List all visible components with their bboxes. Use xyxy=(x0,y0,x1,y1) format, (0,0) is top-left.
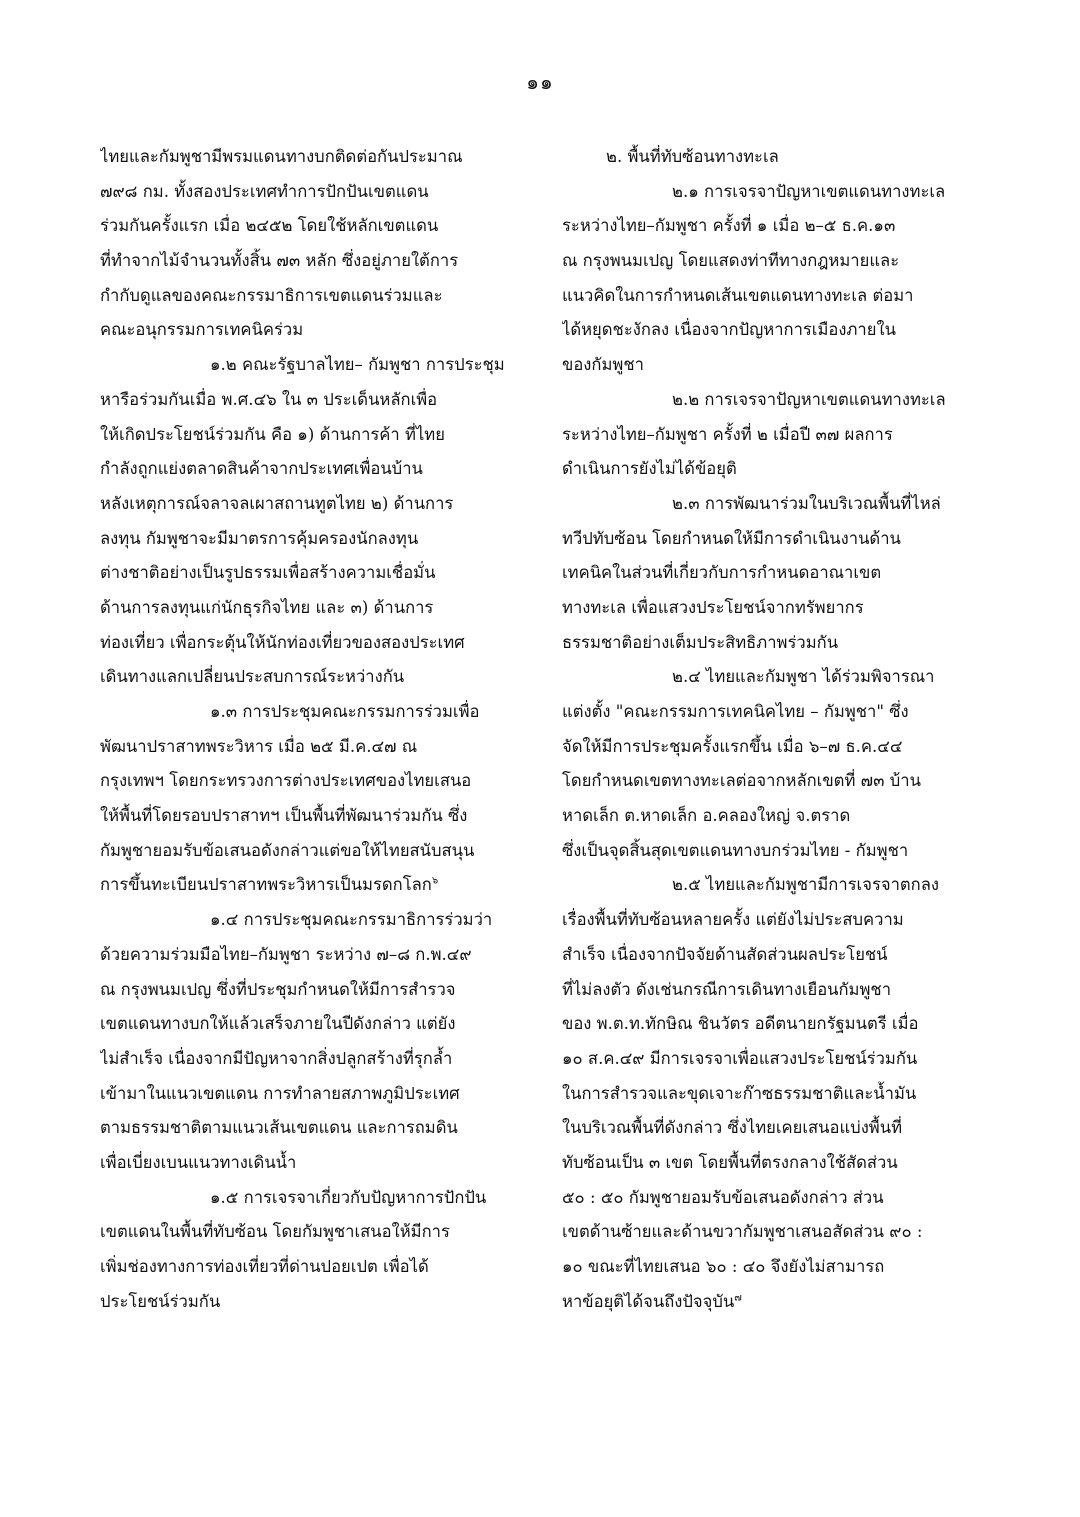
right-line-text: ทวีปทับซ้อน โดยกำหนดให้มีการดำเนินงานด้าน xyxy=(562,528,901,548)
left-text-line xyxy=(100,418,508,453)
right-text-line xyxy=(562,522,970,557)
left-line-text: พัฒนาปราสาทพระวิหาร เมื่อ ๒๕ มี.ค.๔๗ ณ xyxy=(100,736,418,756)
left-text-line xyxy=(100,556,508,591)
right-line-text: ในการสำรวจและขุดเจาะก๊าซธรรมชาติและน้ำมัน xyxy=(562,1083,917,1103)
left-line-text: ไทยและกัมพูชามีพรมแดนทางบกติดต่อกันประมาณ xyxy=(100,147,463,166)
left-line-text: ด้วยความร่วมมือไทย–กัมพูชา ระหว่าง ๗–๘ ก.พ.๔๙ xyxy=(100,944,472,964)
left-line-text: ที่ทำจากไม้จำนวนทั้งสิ้น ๗๓ หลัก ซึ่งอยู่ภายใต้การ xyxy=(100,251,459,271)
left-line-text: ๑.๓ การประชุมคณะกรรมการร่วมเพื่อ xyxy=(210,702,480,721)
left-text-line xyxy=(100,868,508,903)
right-line-text: โดยกำหนดเขตทางทะเลต่อจากหลักเขตที่ ๗๓ บ้าน xyxy=(562,771,921,791)
right-text-line xyxy=(562,175,970,210)
left-text-line xyxy=(100,938,508,973)
left-text-line xyxy=(100,348,508,383)
right-column xyxy=(562,140,970,1319)
left-line-text: ให้เกิดประโยชน์ร่วมกัน คือ ๑) ด้านการค้า ที่ไทย xyxy=(100,424,445,444)
left-text-line xyxy=(100,209,508,244)
right-line-text: หาดเล็ก ต.หาดเล็ก อ.คลองใหญ่ จ.ตราด xyxy=(562,806,851,826)
left-line-text: เพิ่มช่องทางการท่องเที่ยวที่ด่านปอยเปต เพื่อได้ xyxy=(100,1257,429,1276)
left-line-text: ๗๙๘ กม. ทั้งสองประเทศทำการปักปันเขตแดน xyxy=(100,181,429,201)
left-text-line xyxy=(100,1007,508,1042)
right-line-text: ๒.๔ ไทยและกัมพูชา ได้ร่วมพิจารณา xyxy=(672,667,935,687)
right-line-text: ทางทะเล เพื่อแสวงประโยชน์จากทรัพยากร xyxy=(562,597,864,617)
left-line-text: ๑.๒ คณะรัฐบาลไทย– กัมพูชา การประชุม xyxy=(210,355,505,375)
right-text-line xyxy=(562,764,970,799)
right-line-text: ซึ่งเป็นจุดสิ้นสุดเขตแดนทางบกร่วมไทย - กัมพูชา xyxy=(562,840,909,860)
right-line-text: แนวคิดในการกำหนดเส้นเขตแดนทางทะเล ต่อมา xyxy=(562,285,914,305)
left-line-text: ตามธรรมชาติตามแนวเส้นเขตแดน และการถมดิน xyxy=(100,1118,458,1138)
left-line-text: ลงทุน กัมพูชาจะมีมาตรการคุ้มครองนักลงทุน xyxy=(100,528,419,548)
right-line-text: ณ กรุงพนมเปญ โดยแสดงท่าทีทางกฎหมายและ xyxy=(562,251,900,271)
right-text-line xyxy=(562,626,970,661)
left-text-line xyxy=(100,973,508,1008)
left-text-line xyxy=(100,383,508,418)
right-line-text: ๑๐ ส.ค.๔๙ มีการเจรจาเพื่อแสวงประโยชน์ร่วมกัน xyxy=(562,1048,918,1068)
right-line-text: ของ พ.ต.ท.ทักษิณ ชินวัตร อดีตนายกรัฐมนตรี เมื่อ xyxy=(562,1014,919,1034)
right-line-text: สำเร็จ เนื่องจากปัจจัยด้านสัดส่วนผลประโยชน์ xyxy=(562,944,888,964)
left-line-text: ไม่สำเร็จ เนื่องจากมีปัญหาจากสิ่งปลูกสร้างที่รุกล้ำ xyxy=(100,1048,453,1068)
left-line-text: ให้พื้นที่โดยรอบปราสาทฯ เป็นพื้นที่พัฒนาร่วมกัน ซึ่ง xyxy=(100,806,468,826)
left-line-text: คณะอนุกรรมการเทคนิคร่วม xyxy=(100,320,304,340)
left-line-text: ต่างชาติอย่างเป็นรูปธรรมเพื่อสร้างความเชื่อมั่น xyxy=(100,563,436,583)
left-line-text: ณ กรุงพนมเปญ ซึ่งที่ประชุมกำหนดให้มีการสำรวจ xyxy=(100,979,456,999)
left-line-text: เดินทางแลกเปลี่ยนประสบการณ์ระหว่างกัน xyxy=(100,667,405,687)
right-line-text: ทับซ้อนเป็น ๓ เขต โดยพื้นที่ตรงกลางใช้สัดส่วน xyxy=(562,1152,898,1172)
right-line-text: จัดให้มีการประชุมครั้งแรกขึ้น เมื่อ ๖–๗ ธ.ค.๔๔ xyxy=(562,736,903,756)
left-line-text: หลังเหตุการณ์จลาจลเผาสถานทูตไทย ๒) ด้านการ xyxy=(100,493,454,513)
right-line-text: ได้หยุดชะงักลง เนื่องจากปัญหาการเมืองภายใน xyxy=(562,320,896,340)
right-text-line xyxy=(562,1111,970,1146)
left-text-line xyxy=(100,175,508,210)
right-text-line xyxy=(562,452,970,487)
left-line-text: เขตแดนทางบกให้แล้วเสร็จภายในปีดังกล่าว แต่ยัง xyxy=(100,1014,456,1034)
left-text-line xyxy=(100,487,508,522)
left-text-line xyxy=(100,1146,508,1181)
right-text-line xyxy=(562,1146,970,1181)
left-text-line xyxy=(100,730,508,765)
left-line-text: ๑.๕ การเจรจาเกี่ยวกับปัญหาการปักปัน xyxy=(210,1187,487,1207)
right-line-text: ธรรมชาติอย่างเต็มประสิทธิภาพร่วมกัน xyxy=(562,632,839,652)
right-text-line xyxy=(562,730,970,765)
left-text-line xyxy=(100,244,508,279)
left-line-text: หารือร่วมกันเมื่อ พ.ศ.๔๖ ใน ๓ ประเด็นหลักเพื่อ xyxy=(100,389,438,409)
footnote-mark-right: ๗ xyxy=(734,1292,742,1304)
right-text-line xyxy=(562,556,970,591)
left-text-line xyxy=(100,695,508,730)
right-text-line xyxy=(562,140,970,175)
right-line-text: หาข้อยุติได้จนถึงปัจจุบัน xyxy=(562,1291,735,1311)
right-line-text: ๒.๓ การพัฒนาร่วมในบริเวณพื้นที่ไหล่ xyxy=(672,493,941,513)
left-text-line xyxy=(100,1181,508,1216)
footnote-mark-left: ๖ xyxy=(431,875,439,887)
left-text-line xyxy=(100,279,508,314)
right-text-line xyxy=(562,799,970,834)
right-line-text: ๒.๒ การเจรจาปัญหาเขตแดนทางทะเล xyxy=(672,389,946,409)
left-line-text: เข้ามาในแนวเขตแดน การทำลายสภาพภูมิประเทศ xyxy=(100,1083,460,1103)
left-line-text: กรุงเทพฯ โดยกระทรวงการต่างประเทศของไทยเสนอ xyxy=(100,771,472,791)
left-text-line xyxy=(100,1285,508,1320)
right-line-text: ระหว่างไทย–กัมพูชา ครั้งที่ ๑ เมื่อ ๒–๕ ธ.ค.๑๓ xyxy=(562,216,896,236)
left-text-line xyxy=(100,522,508,557)
left-line-text: ๑.๔ การประชุมคณะกรรมาธิการร่วมว่า xyxy=(210,910,493,930)
right-text-line xyxy=(562,591,970,626)
left-line-text: กำลังถูกแย่งตลาดสินค้าจากประเทศเพื่อนบ้าน xyxy=(100,459,423,479)
left-text-line xyxy=(100,626,508,661)
left-line-text: ท่องเที่ยว เพื่อกระตุ้นให้นักท่องเที่ยวของสองประเทศ xyxy=(100,632,465,652)
right-line-text: ที่ไม่ลงตัว ดังเช่นกรณีการเดินทางเยือนกัมพูชา xyxy=(562,979,892,999)
right-text-line xyxy=(562,868,970,903)
left-text-line xyxy=(100,140,508,175)
left-column xyxy=(100,140,508,1319)
left-line-text: ร่วมกันครั้งแรก เมื่อ ๒๔๕๒ โดยใช้หลักเขตแดน xyxy=(100,216,439,236)
left-line-text: กำกับดูแลของคณะกรรมาธิการเขตแดนร่วมและ xyxy=(100,285,443,305)
right-line-text: เทคนิคในส่วนที่เกี่ยวกับการกำหนดอาณาเขต xyxy=(562,563,882,583)
right-text-line xyxy=(562,695,970,730)
left-text-line xyxy=(100,903,508,938)
left-text-line xyxy=(100,1077,508,1112)
left-line-text: เขตแดนในพื้นที่ทับซ้อน โดยกัมพูชาเสนอให้มีการ xyxy=(100,1222,450,1242)
left-text-line xyxy=(100,764,508,799)
right-text-line xyxy=(562,1181,970,1216)
right-line-text: ๒.๑ การเจรจาปัญหาเขตแดนทางทะเล xyxy=(672,181,946,201)
left-text-line xyxy=(100,591,508,626)
left-text-line xyxy=(100,834,508,869)
left-line-text: ด้านการลงทุนแก่นักธุรกิจไทย และ ๓) ด้านการ xyxy=(100,597,434,617)
left-text-line xyxy=(100,1042,508,1077)
page-number: ๑๑ xyxy=(526,70,554,94)
right-text-line xyxy=(562,1215,970,1250)
right-line-text: เรื่องพื้นที่ทับซ้อนหลายครั้ง แต่ยังไม่ประสบความ xyxy=(562,910,904,930)
right-text-line xyxy=(562,660,970,695)
right-text-line xyxy=(562,903,970,938)
right-text-line xyxy=(562,209,970,244)
left-text-line xyxy=(100,799,508,834)
left-text-line xyxy=(100,452,508,487)
right-line-text: ระหว่างไทย–กัมพูชา ครั้งที่ ๒ เมื่อปี ๓๗ ผลการ xyxy=(562,424,893,444)
left-text-line xyxy=(100,313,508,348)
left-line-text: การขึ้นทะเบียนปราสาทพระวิหารเป็นมรดกโลก xyxy=(100,875,432,895)
right-text-line xyxy=(562,418,970,453)
right-text-line xyxy=(562,938,970,973)
right-text-line xyxy=(562,1077,970,1112)
right-text-line xyxy=(562,279,970,314)
left-text-line xyxy=(100,1215,508,1250)
right-text-line xyxy=(562,834,970,869)
left-text-line xyxy=(100,1250,508,1285)
right-text-line xyxy=(562,383,970,418)
right-text-line xyxy=(562,244,970,279)
right-line-text: เขตด้านซ้ายและด้านขวากัมพูชาเสนอสัดส่วน ๙๐ : xyxy=(562,1222,923,1242)
right-text-line xyxy=(562,1285,970,1320)
left-text-line xyxy=(100,660,508,695)
right-line-text: ๕๐ : ๕๐ กัมพูชายอมรับข้อเสนอดังกล่าว ส่วน xyxy=(562,1187,884,1207)
right-line-text: ของกัมพูชา xyxy=(562,355,644,375)
left-line-text: เพื่อเบี่ยงเบนแนวทางเดินน้ำ xyxy=(100,1152,297,1172)
right-line-text: แต่งตั้ง "คณะกรรมการเทคนิคไทย – กัมพูชา" ซึ่ง xyxy=(562,702,909,721)
right-text-line xyxy=(562,973,970,1008)
right-text-line xyxy=(562,313,970,348)
right-text-line xyxy=(562,1042,970,1077)
left-line-text: กัมพูชายอมรับข้อเสนอดังกล่าวแต่ขอให้ไทยสนับสนุน xyxy=(100,840,475,860)
right-line-text: ๒. พื้นที่ทับซ้อนทางทะเล xyxy=(606,147,779,166)
right-text-line xyxy=(562,348,970,383)
left-text-line xyxy=(100,1111,508,1146)
right-line-text: ๒.๕ ไทยและกัมพูชามีการเจรจาตกลง xyxy=(672,875,939,895)
right-text-line xyxy=(562,1250,970,1285)
right-text-line xyxy=(562,487,970,522)
right-text-line xyxy=(562,1007,970,1042)
right-line-text: ๑๐ ขณะที่ไทยเสนอ ๖๐ : ๔๐ จึงยังไม่สามารถ xyxy=(562,1257,885,1276)
right-line-text: ในบริเวณพื้นที่ดังกล่าว ซึ่งไทยเคยเสนอแบ่งพื้นที่ xyxy=(562,1118,903,1138)
right-line-text: ดำเนินการยังไม่ได้ข้อยุติ xyxy=(562,459,737,479)
left-line-text: ประโยชน์ร่วมกัน xyxy=(100,1291,221,1311)
